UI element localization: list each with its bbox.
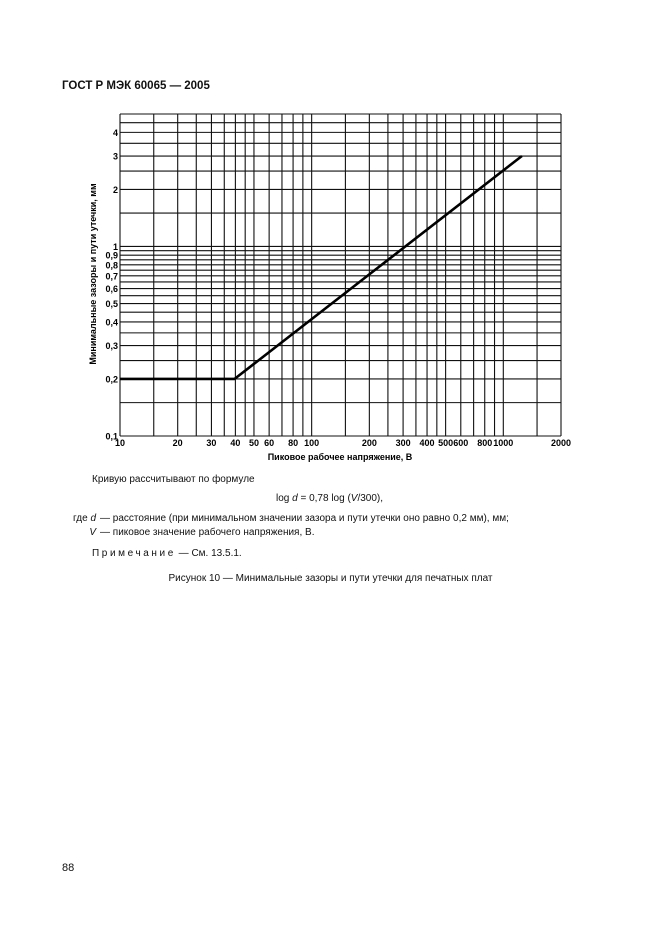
y-tick-label: 0,9 [105, 250, 118, 261]
definition-text: — расстояние (при минимальном значении зазора и пути утечки оно равно 0,2 мм), мм; [100, 513, 509, 524]
symbol-d: d [90, 513, 96, 524]
x-tick-label: 1000 [493, 438, 514, 448]
document-header: ГОСТ Р МЭК 60065 — 2005 [62, 80, 210, 92]
y-tick-label: 0,2 [105, 374, 118, 385]
x-tick-label: 200 [361, 438, 377, 448]
x-tick-label: 400 [419, 438, 435, 448]
y-tick-label: 0,6 [105, 284, 118, 295]
x-tick-labels [115, 438, 571, 448]
formula-part: = 0,78 log ( [297, 493, 351, 504]
y-tick-label: 0,5 [105, 299, 118, 310]
definition-symbol [62, 512, 100, 526]
x-tick-label: 10 [114, 438, 126, 448]
x-tick-label: 500 [438, 438, 454, 448]
x-tick-label: 40 [230, 438, 241, 448]
y-tick-label: 0,3 [105, 341, 118, 352]
y-tick-label: 0,4 [105, 317, 118, 328]
formula-var-v: V [350, 493, 358, 504]
x-tick-label: 600 [453, 438, 469, 448]
y-tick-label: 0,7 [105, 271, 118, 282]
x-tick-label: 100 [304, 438, 320, 448]
formula [276, 493, 383, 504]
where-word: где [73, 513, 88, 524]
y-axis-label: Минимальные зазоры и пути утечки, мм [88, 183, 98, 365]
note-text: — См. 13.5.1. [175, 548, 242, 559]
definition-symbol [62, 526, 100, 540]
page-number: 88 [62, 862, 75, 874]
formula-part: log [276, 493, 293, 504]
chart-grid [120, 114, 561, 436]
figure-caption: Рисунок 10 — Минимальные зазоры и пути утечки для печатных плат [168, 573, 493, 584]
x-axis-label: Пиковое рабочее напряжение, В [267, 452, 413, 462]
note [92, 548, 242, 559]
y-tick-labels [105, 128, 118, 442]
y-tick-label: 4 [112, 127, 118, 138]
x-tick-label: 60 [264, 438, 275, 448]
formula-var-d: d [292, 493, 298, 504]
x-tick-label: 20 [172, 438, 183, 448]
definition-d [62, 512, 509, 526]
x-tick-label: 80 [288, 438, 299, 448]
x-tick-label: 50 [248, 438, 259, 448]
formula-part: /300), [357, 493, 384, 504]
y-tick-label: 2 [112, 184, 118, 195]
y-tick-label: 1 [112, 241, 118, 252]
x-tick-label: 30 [206, 438, 217, 448]
note-label: Примечание [92, 548, 176, 559]
formula-intro: Кривую рассчитывают по формуле [92, 474, 255, 485]
definition-v [62, 526, 509, 540]
definitions [62, 512, 509, 540]
y-tick-label: 0,1 [105, 431, 118, 442]
symbol-v: V [89, 527, 96, 538]
y-tick-label: 3 [112, 151, 118, 162]
definition-text: — пиковое значение рабочего напряжения, В. [100, 527, 315, 538]
x-tick-label: 300 [395, 438, 411, 448]
x-tick-label: 800 [477, 438, 493, 448]
x-tick-label: 2000 [550, 438, 572, 448]
y-tick-label: 0,8 [105, 260, 118, 271]
